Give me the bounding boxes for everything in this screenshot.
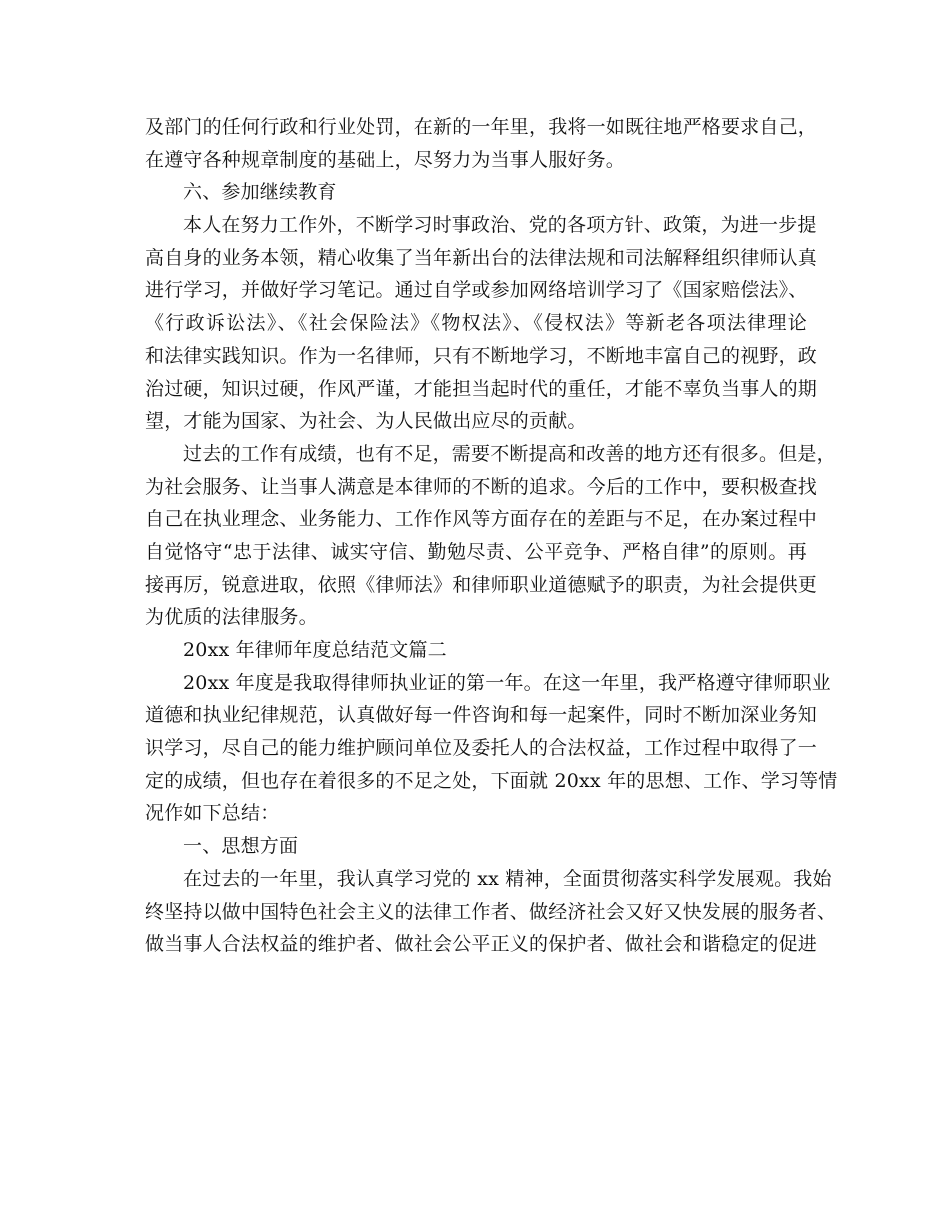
section-heading: 六、参加继续教育: [183, 181, 337, 204]
text-line: 望，才能为国家、为社会、为人民做出应尽的贡献。: [145, 410, 587, 433]
text-line: 自己在执业理念、业务能力、工作作风等方面存在的差距与不足，在办案过程中: [145, 508, 818, 531]
text-line: 道德和执业纪律规范，认真做好每一件咨询和每一起案件，同时不断加深业务知: [145, 704, 818, 727]
text-line: 《行政诉讼法》、《社会保险法》《物权法》、《侵权法》等新老各项法律理论: [145, 312, 807, 335]
text-line: 高自身的业务本领，精心收集了当年新出台的法律法规和司法解释组织律师认真: [145, 246, 818, 269]
text-line: 及部门的任何行政和行业处罚，在新的一年里，我将一如既往地严格要求自己，: [145, 116, 818, 138]
text-line: 识学习，尽自己的能力维护顾问单位及委托人的合法权益，工作过程中取得了一: [145, 737, 818, 760]
text-line: 为社会服务、让当事人满意是本律师的不断的追求。今后的工作中，要积极查找: [145, 475, 818, 498]
text-line: 做当事人合法权益的维护者、做社会公平正义的保护者、做社会和谐稳定的促进: [145, 933, 818, 956]
text-line: 和法律实践知识。作为一名律师，只有不断地学习，不断地丰富自己的视野，政: [145, 344, 818, 367]
text-line: 进行学习，并做好学习笔记。通过自学或参加网络培训学习了《国家赔偿法》、: [145, 279, 808, 302]
text-line: 过去的工作有成绩，也有不足，需要不断提高和改善的地方还有很多。但是，: [183, 442, 836, 465]
article-title: 20xx 年律师年度总结范文篇二: [183, 639, 447, 661]
text-line: 本人在努力工作外，不断学习时事政治、党的各项方针、政策，为进一步提: [183, 214, 817, 237]
text-line: 20xx 年度是我取得律师执业证的第一年。在这一年里，我严格遵守律师职业: [183, 671, 831, 694]
text-line: 自觉恪守“忠于法律、诚实守信、勤勉尽责、公平竞争、严格自律”的原则。再: [145, 540, 807, 563]
text-line: 况作如下总结：: [145, 802, 280, 825]
text-line: 在过去的一年里，我认真学习党的 xx 精神，全面贯彻落实科学发展观。我始: [183, 867, 832, 890]
text-line: 定的成绩，但也存在着很多的不足之处，下面就 20xx 年的思想、工作、学习等情: [145, 769, 838, 792]
text-line: 为优质的法律服务。: [145, 606, 318, 629]
document-body: [145, 111, 838, 961]
text-line: 接再厉，锐意进取，依照《律师法》和律师职业道德赋予的职责，为社会提供更: [145, 573, 818, 596]
text-line: 治过硬，知识过硬，作风严谨，才能担当起时代的重任，才能不辜负当事人的期: [145, 377, 818, 400]
text-line: 终坚持以做中国特色社会主义的法律工作者、做经济社会又好又快发展的服务者、: [145, 900, 837, 923]
section-heading: 一、思想方面: [183, 835, 299, 858]
text-line: 在遵守各种规章制度的基础上，尽努力为当事人服好务。: [145, 148, 626, 171]
